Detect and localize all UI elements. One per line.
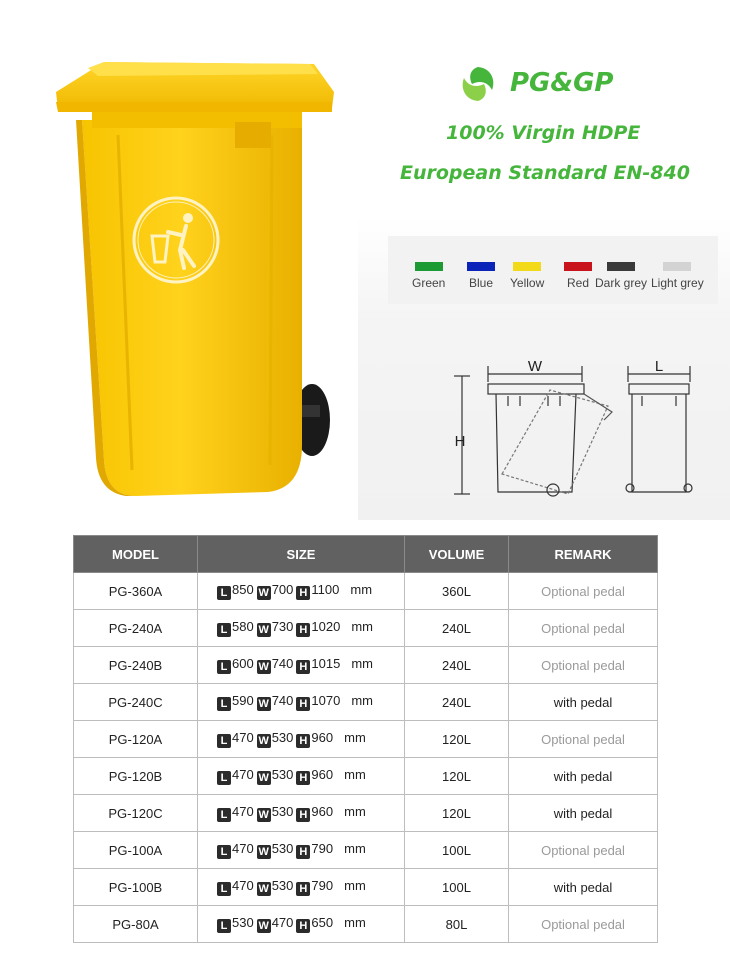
color-option xyxy=(467,262,495,290)
volume-cell: 120L xyxy=(405,795,509,832)
unit-label: mm xyxy=(351,619,373,634)
table-row xyxy=(74,906,658,943)
width-value: 740 xyxy=(271,693,294,708)
width-value: 530 xyxy=(271,730,294,745)
table-row xyxy=(74,610,658,647)
length-badge: L xyxy=(217,734,231,748)
color-label: Blue xyxy=(468,276,494,290)
color-swatch xyxy=(467,262,495,271)
color-options xyxy=(388,236,718,304)
color-option xyxy=(412,262,445,290)
remark-cell: Optional pedal xyxy=(509,573,658,610)
color-swatch xyxy=(564,262,592,271)
width-badge: W xyxy=(258,920,269,932)
color-option xyxy=(595,262,647,290)
width-badge: W xyxy=(258,772,269,784)
height-value: 1100 xyxy=(311,582,340,597)
length-value: 580 xyxy=(232,619,254,634)
height-value: 650 xyxy=(311,915,334,930)
length-value: 470 xyxy=(232,841,254,856)
table-row xyxy=(74,795,658,832)
width-badge: W xyxy=(258,883,269,895)
volume-cell: 360L xyxy=(405,573,509,610)
color-label: Dark grey xyxy=(595,276,648,290)
color-swatch xyxy=(607,262,635,271)
dimension-diagram xyxy=(440,354,710,504)
color-label: Red xyxy=(566,276,589,290)
height-badge: H xyxy=(296,623,310,637)
table-row xyxy=(74,721,658,758)
unit-label: mm xyxy=(344,915,366,930)
unit-label: mm xyxy=(350,582,373,597)
length-badge: L xyxy=(217,697,231,711)
length-badge: L xyxy=(217,586,231,600)
color-option xyxy=(510,262,544,290)
width-badge: W xyxy=(258,661,269,673)
table-row xyxy=(74,573,658,610)
size-cell xyxy=(198,906,405,943)
color-label: Yellow xyxy=(510,276,545,290)
remark-cell: Optional pedal xyxy=(509,647,658,684)
model-cell: PG-120C xyxy=(74,795,198,832)
unit-label: mm xyxy=(344,804,366,819)
length-badge: L xyxy=(217,845,231,859)
length-badge: L xyxy=(217,771,231,785)
height-value: 790 xyxy=(311,878,334,893)
volume-cell: 240L xyxy=(405,647,509,684)
table-row xyxy=(74,684,658,721)
volume-cell: 100L xyxy=(405,869,509,906)
width-badge: W xyxy=(258,624,269,636)
length-value: 850 xyxy=(232,582,254,597)
width-label: W xyxy=(527,358,543,375)
length-value: 470 xyxy=(232,804,254,819)
model-cell: PG-240B xyxy=(74,647,198,684)
tagline-material: 100% Virgin HDPE xyxy=(446,122,641,144)
model-cell: PG-100B xyxy=(74,869,198,906)
height-value: 960 xyxy=(311,730,334,745)
remark-cell: Optional pedal xyxy=(509,610,658,647)
volume-cell: 120L xyxy=(405,721,509,758)
column-header-remark: REMARK xyxy=(509,536,658,573)
table-body xyxy=(74,573,658,943)
tagline-standard: European Standard EN-840 xyxy=(400,162,690,184)
height-value: 1020 xyxy=(311,619,341,634)
unit-label: mm xyxy=(351,693,373,708)
width-badge: W xyxy=(258,698,269,710)
width-badge: W xyxy=(258,587,269,599)
size-cell xyxy=(198,758,405,795)
length-badge: L xyxy=(217,660,231,674)
remark-cell: with pedal xyxy=(509,869,658,906)
leaf-logo-icon xyxy=(458,64,498,104)
model-cell: PG-100A xyxy=(74,832,198,869)
length-value: 530 xyxy=(232,915,254,930)
remark-cell: with pedal xyxy=(509,684,658,721)
size-cell xyxy=(198,647,405,684)
size-cell xyxy=(198,832,405,869)
color-label: Light grey xyxy=(651,276,704,290)
remark-cell: Optional pedal xyxy=(509,721,658,758)
model-cell: PG-120A xyxy=(74,721,198,758)
height-badge: H xyxy=(296,734,310,748)
volume-cell: 100L xyxy=(405,832,509,869)
width-value: 470 xyxy=(271,915,294,930)
table-header-row xyxy=(74,536,658,573)
height-value: 1015 xyxy=(311,656,341,671)
unit-label: mm xyxy=(344,841,366,856)
height-value: 790 xyxy=(311,841,334,856)
color-option xyxy=(651,262,704,290)
length-label: L xyxy=(654,358,664,375)
width-value: 730 xyxy=(271,619,294,634)
column-header-size: SIZE xyxy=(198,536,405,573)
table-row xyxy=(74,647,658,684)
height-badge: H xyxy=(296,882,310,896)
remark-cell: with pedal xyxy=(509,795,658,832)
length-value: 470 xyxy=(232,767,254,782)
length-value: 600 xyxy=(232,656,254,671)
length-value: 590 xyxy=(232,693,254,708)
color-swatch xyxy=(415,262,443,271)
model-cell: PG-240C xyxy=(74,684,198,721)
size-cell xyxy=(198,869,405,906)
size-cell xyxy=(198,684,405,721)
wheelie-bin-image xyxy=(40,40,340,510)
size-cell xyxy=(198,610,405,647)
model-cell: PG-240A xyxy=(74,610,198,647)
height-badge: H xyxy=(296,919,310,933)
width-value: 530 xyxy=(271,804,294,819)
height-badge: H xyxy=(296,660,310,674)
size-cell xyxy=(198,795,405,832)
height-value: 960 xyxy=(311,767,334,782)
height-badge: H xyxy=(296,845,310,859)
length-badge: L xyxy=(217,919,231,933)
table-row xyxy=(74,758,658,795)
size-cell xyxy=(198,573,405,610)
color-option xyxy=(564,262,592,290)
table-row xyxy=(74,869,658,906)
height-badge: H xyxy=(296,697,310,711)
height-badge: H xyxy=(296,771,310,785)
unit-label: mm xyxy=(344,767,366,782)
width-value: 740 xyxy=(271,656,294,671)
height-badge: H xyxy=(296,808,310,822)
model-cell: PG-80A xyxy=(74,906,198,943)
width-value: 700 xyxy=(271,582,294,597)
width-value: 530 xyxy=(271,878,294,893)
remark-cell: Optional pedal xyxy=(509,832,658,869)
width-badge: W xyxy=(258,846,269,858)
height-value: 960 xyxy=(311,804,334,819)
volume-cell: 240L xyxy=(405,610,509,647)
width-value: 530 xyxy=(271,767,294,782)
length-badge: L xyxy=(217,882,231,896)
volume-cell: 120L xyxy=(405,758,509,795)
color-swatch xyxy=(513,262,541,271)
spec-table xyxy=(73,535,658,943)
length-badge: L xyxy=(217,808,231,822)
volume-cell: 80L xyxy=(405,906,509,943)
unit-label: mm xyxy=(344,878,366,893)
table-row xyxy=(74,832,658,869)
length-value: 470 xyxy=(232,878,254,893)
color-swatch xyxy=(663,262,691,271)
column-header-model: MODEL xyxy=(74,536,198,573)
width-value: 530 xyxy=(271,841,294,856)
size-cell xyxy=(198,721,405,758)
unit-label: mm xyxy=(344,730,366,745)
height-badge: H xyxy=(296,586,310,600)
height-label: H xyxy=(454,433,466,450)
remark-cell: with pedal xyxy=(509,758,658,795)
volume-cell: 240L xyxy=(405,684,509,721)
color-label: Green xyxy=(412,276,446,290)
column-header-volume: VOLUME xyxy=(405,536,509,573)
model-cell: PG-360A xyxy=(74,573,198,610)
model-cell: PG-120B xyxy=(74,758,198,795)
unit-label: mm xyxy=(351,656,373,671)
length-badge: L xyxy=(217,623,231,637)
remark-cell: Optional pedal xyxy=(509,906,658,943)
brand-name: PG&GP xyxy=(510,68,614,98)
length-value: 470 xyxy=(232,730,254,745)
width-badge: W xyxy=(258,735,269,747)
width-badge: W xyxy=(258,809,269,821)
height-value: 1070 xyxy=(311,693,341,708)
